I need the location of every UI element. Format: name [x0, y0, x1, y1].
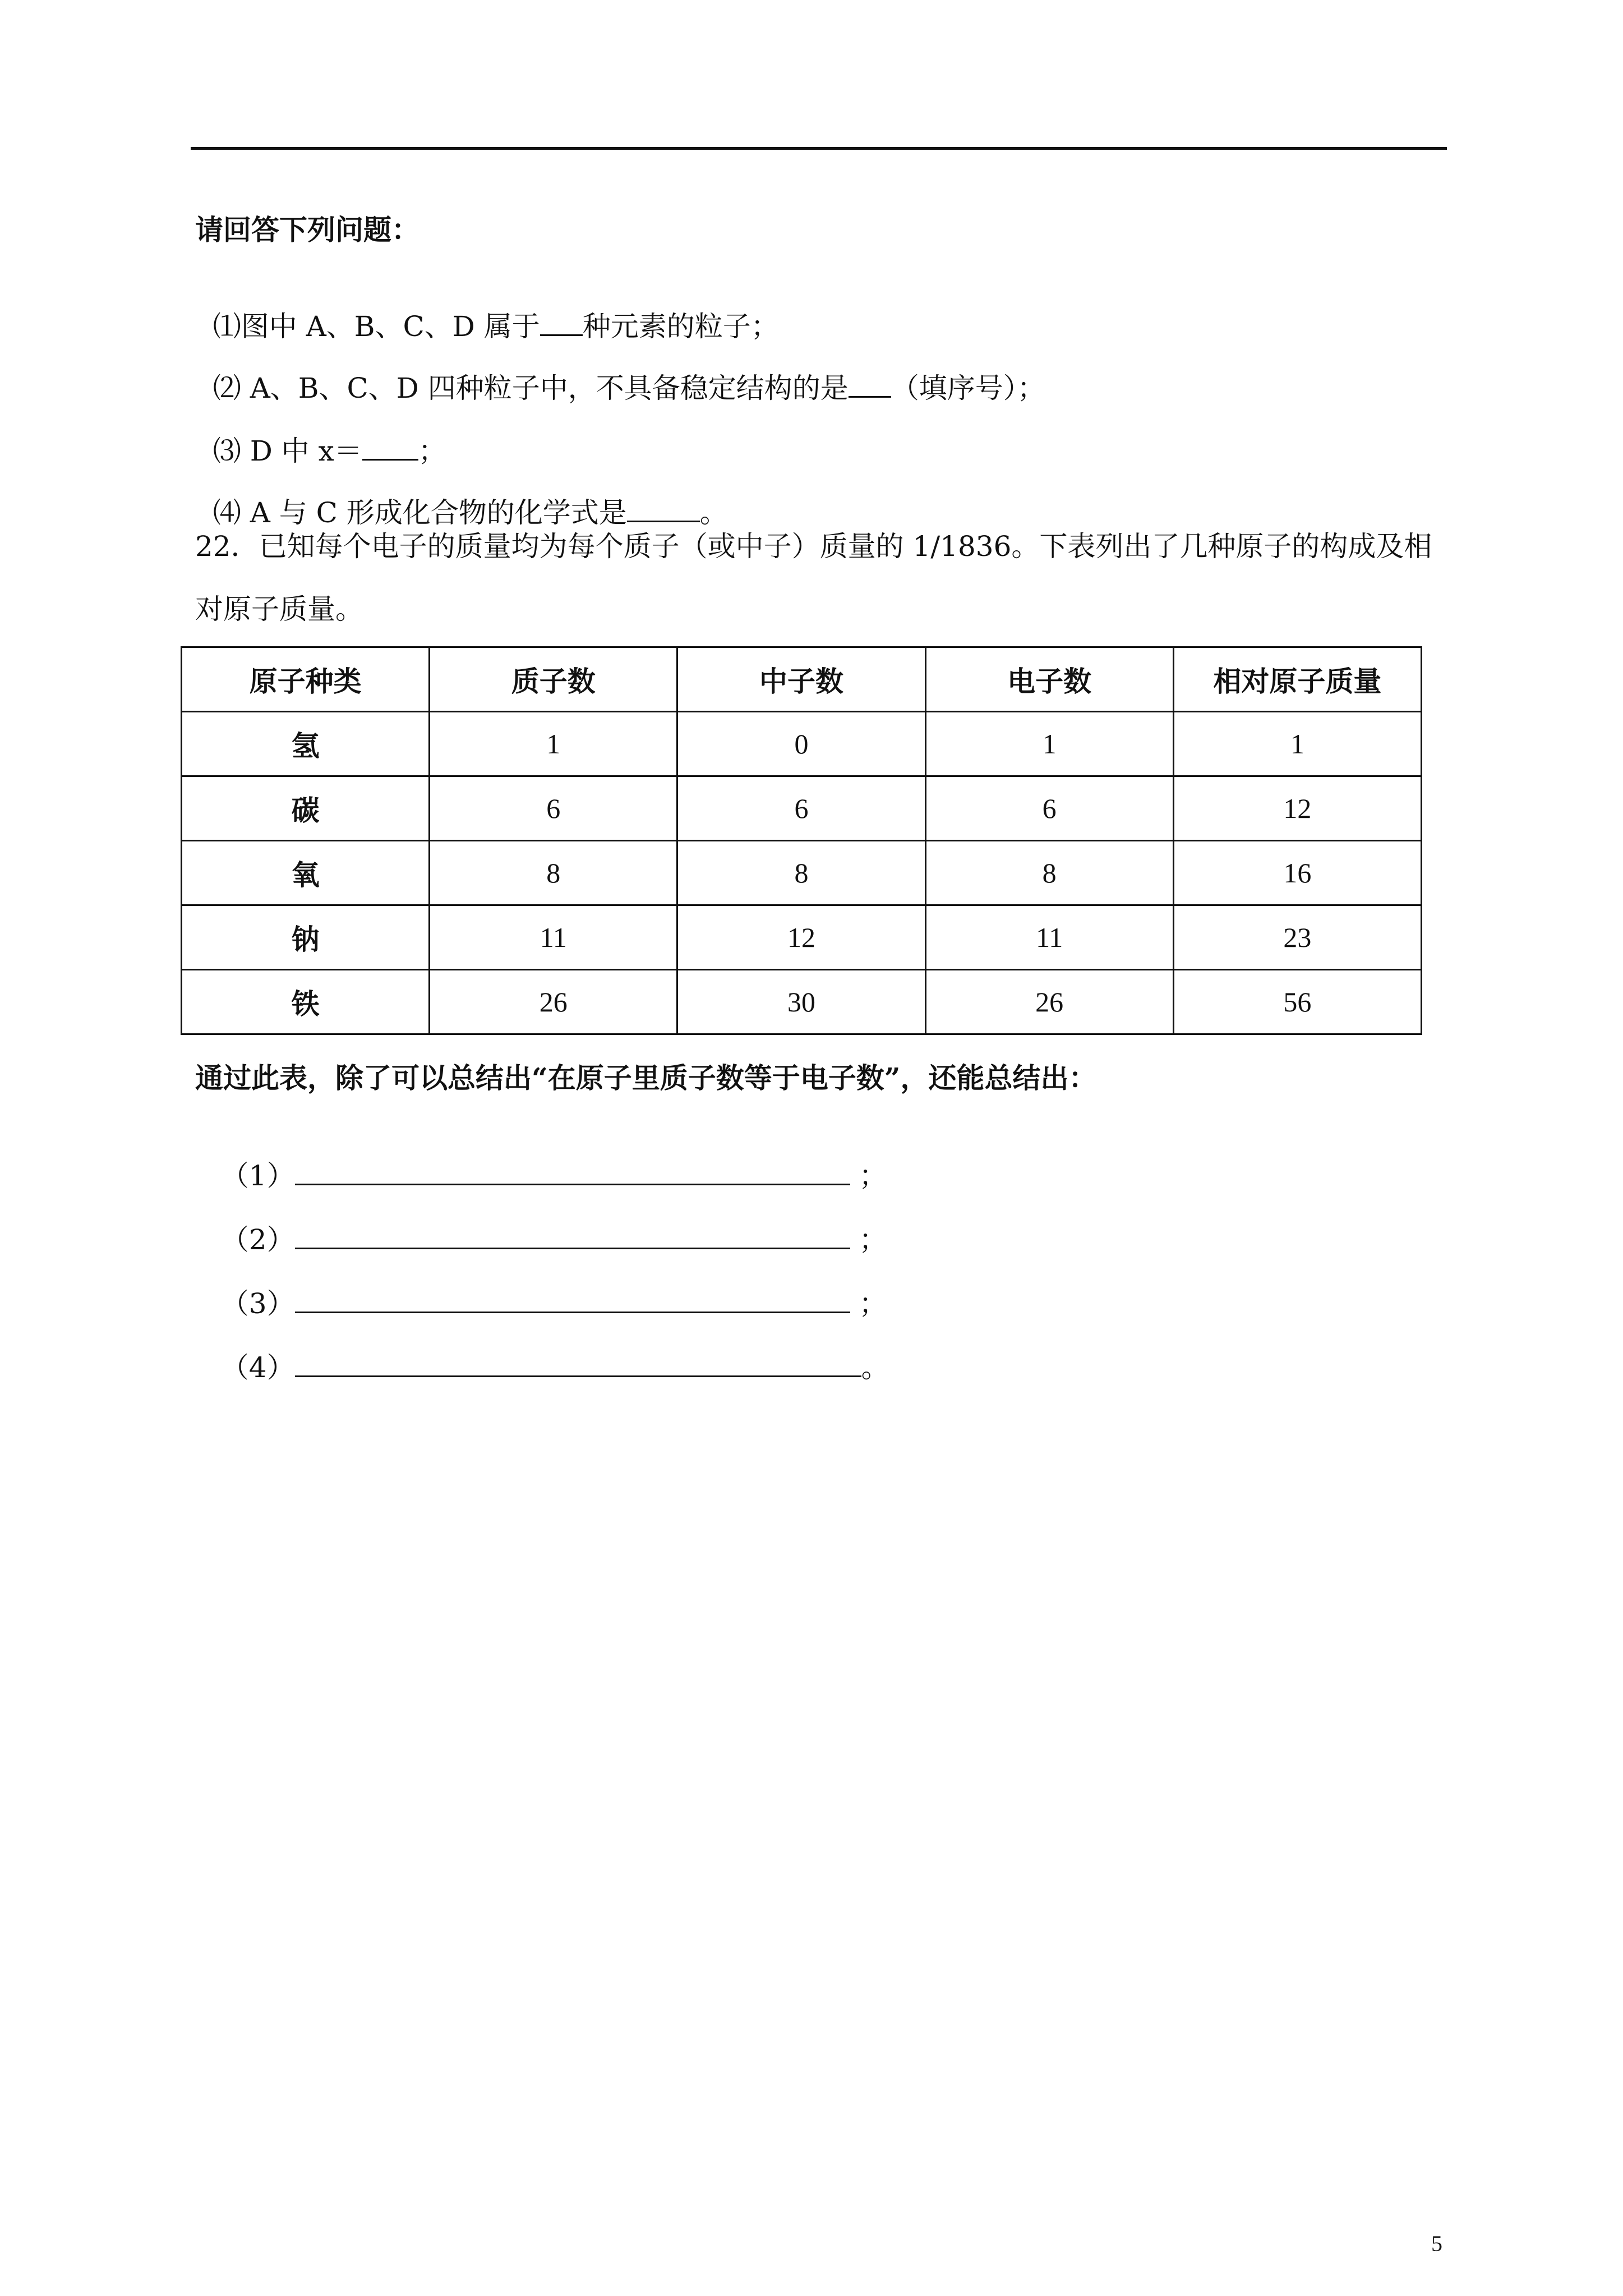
question-1 — [195, 276, 779, 343]
table-cell: 23 — [1173, 905, 1421, 970]
question-2-text-end: （填序号）； — [891, 372, 1045, 404]
table-header-cell: 电子数 — [925, 647, 1173, 712]
table-row — [182, 776, 1422, 841]
answer-line-1 — [203, 1125, 887, 1193]
question-2 — [195, 338, 1045, 405]
table-row — [182, 970, 1422, 1034]
table-cell: 8 — [925, 841, 1173, 905]
answer-1-blank[interactable] — [295, 1159, 850, 1185]
question-2-text: ⑵ A、B、C、D 四种粒子中，不具备稳定结构的是 — [213, 372, 849, 404]
answer-line-3 — [203, 1253, 887, 1320]
question-4-text-end: 。 — [699, 496, 728, 529]
table-row — [182, 841, 1422, 905]
answer-label: （2） — [220, 1223, 295, 1256]
table-cell: 6 — [677, 776, 925, 841]
table-header-cell: 中子数 — [677, 647, 925, 712]
table-cell: 1 — [925, 712, 1173, 776]
answer-2-blank[interactable] — [295, 1223, 850, 1249]
table-cell: 碳 — [182, 776, 430, 841]
table-cell: 16 — [1173, 841, 1421, 905]
question-3-blank[interactable] — [362, 434, 418, 461]
table-cell: 12 — [677, 905, 925, 970]
table-cell: 6 — [430, 776, 677, 841]
table-cell: 0 — [677, 712, 925, 776]
table-cell: 8 — [430, 841, 677, 905]
answer-end: ； — [859, 1223, 887, 1256]
table-header-cell: 质子数 — [430, 647, 677, 712]
answer-line-4 — [203, 1317, 889, 1384]
table-cell: 26 — [925, 970, 1173, 1034]
table-header-row — [182, 647, 1422, 712]
question-22-line-1: 22．已知每个电子的质量均为每个质子（或中子）质量的 1/1836。下表列出了几种原子的构成及相 — [195, 530, 1432, 563]
header-rule — [191, 147, 1447, 150]
question-3-text: ⑶ D 中 x＝ — [213, 435, 362, 467]
table-cell: 钠 — [182, 905, 430, 970]
question-22-line-2: 对原子质量。 — [195, 593, 363, 625]
table-row — [182, 712, 1422, 776]
question-1-text-end: 种元素的粒子； — [582, 310, 779, 343]
table-cell: 1 — [1173, 712, 1421, 776]
intro-text: 请回答下列问题： — [195, 213, 419, 246]
question-3 — [195, 401, 446, 468]
answer-line-2 — [203, 1189, 887, 1257]
table-cell: 12 — [1173, 776, 1421, 841]
table-cell: 26 — [430, 970, 677, 1034]
table-cell: 11 — [925, 905, 1173, 970]
atom-composition-table — [181, 646, 1422, 1035]
table-cell: 1 — [430, 712, 677, 776]
table-cell: 56 — [1173, 970, 1421, 1034]
question-1-text: ⑴图中 A、B、C、D 属于 — [213, 310, 540, 343]
table-cell: 铁 — [182, 970, 430, 1034]
table-cell: 6 — [925, 776, 1173, 841]
table-cell: 氢 — [182, 712, 430, 776]
answer-end: 。 — [861, 1351, 889, 1384]
table-cell: 11 — [430, 905, 677, 970]
answer-label: （3） — [220, 1287, 295, 1320]
question-3-text-end: ； — [418, 435, 446, 467]
table-cell: 氧 — [182, 841, 430, 905]
question-1-blank[interactable] — [540, 310, 583, 336]
table-cell: 8 — [677, 841, 925, 905]
question-2-blank[interactable] — [849, 371, 891, 398]
answer-end: ； — [859, 1159, 887, 1192]
table-header-cell: 原子种类 — [182, 647, 430, 712]
answer-end: ； — [859, 1287, 887, 1320]
question-4-text: ⑷ A 与 C 形成化合物的化学式是 — [213, 496, 627, 529]
table-row — [182, 905, 1422, 970]
answer-4-blank[interactable] — [295, 1351, 861, 1377]
answer-3-blank[interactable] — [295, 1287, 850, 1313]
question-4 — [195, 462, 728, 530]
answer-label: （1） — [220, 1159, 295, 1192]
table-header-cell: 相对原子质量 — [1173, 647, 1421, 712]
question-4-blank[interactable] — [627, 496, 700, 522]
table-cell: 30 — [677, 970, 925, 1034]
summary-text: 通过此表，除了可以总结出“在原子里质子数等于电子数”，还能总结出： — [195, 1061, 1097, 1094]
page-number: 5 — [1431, 2231, 1442, 2256]
answer-label: （4） — [220, 1351, 295, 1384]
